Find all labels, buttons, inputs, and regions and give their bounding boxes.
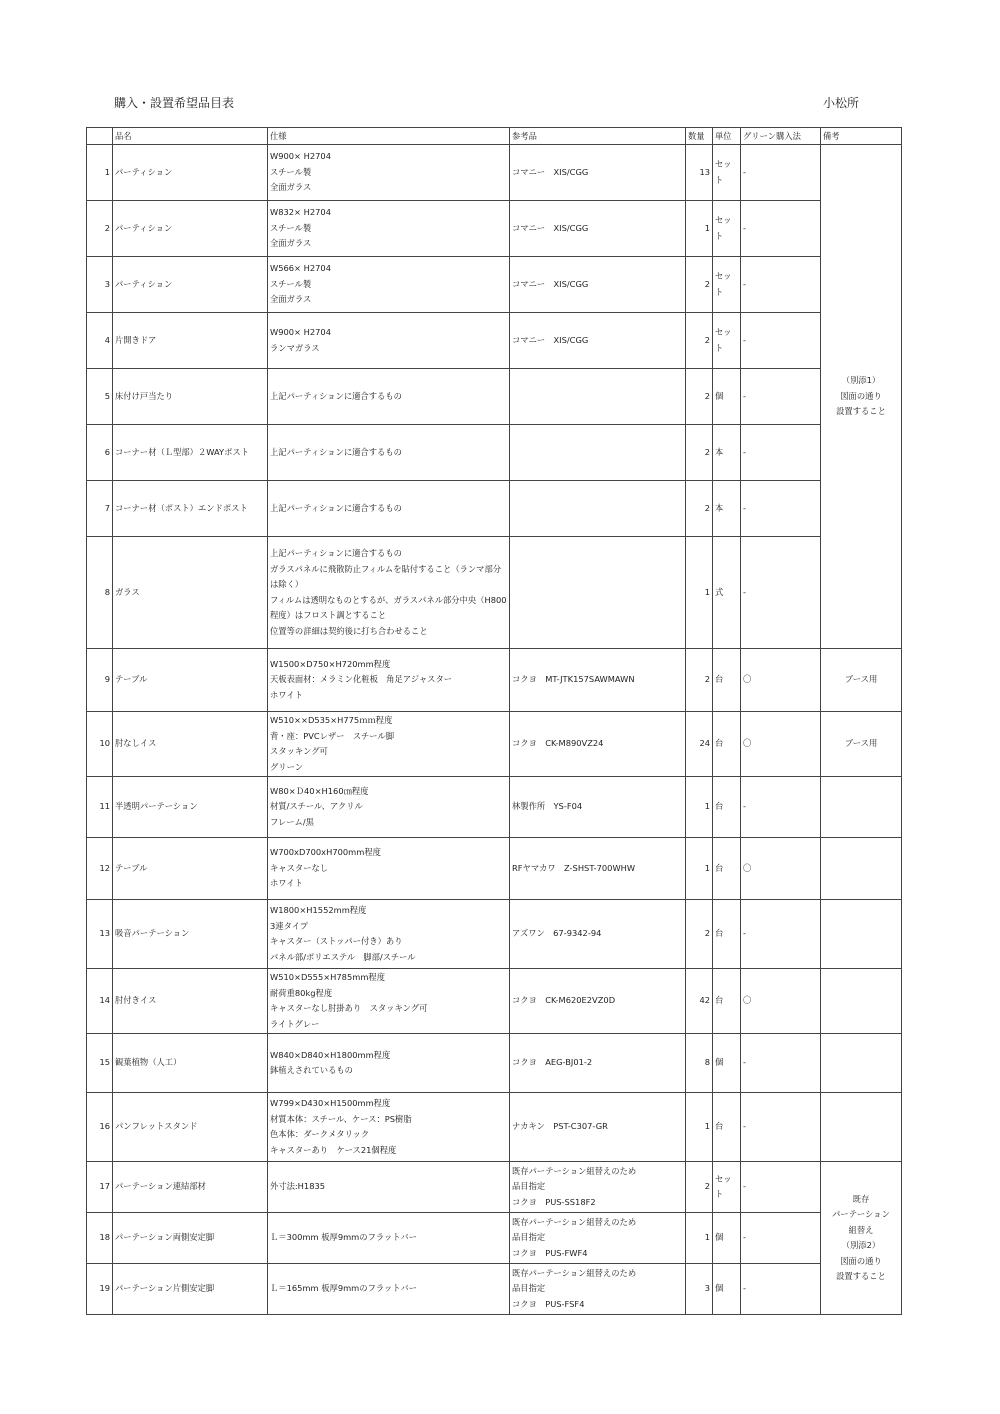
item-name: 観葉植物（人工） xyxy=(113,1034,268,1093)
item-quantity: 24 xyxy=(686,712,713,777)
ref-line: コクヨ MT-JTK157SAWMAWN xyxy=(512,674,635,685)
item-green-purchase: - xyxy=(741,777,821,838)
item-quantity: 2 xyxy=(686,649,713,712)
item-name: 吸音パーテーション xyxy=(113,900,268,969)
remarks-line: 組替え xyxy=(848,1224,874,1235)
item-reference xyxy=(510,1162,686,1213)
remarks-line: パーテーション xyxy=(832,1209,890,1219)
ref-line: コクヨ CK-M890VZ24 xyxy=(512,738,604,749)
item-unit: 式 xyxy=(713,537,741,649)
item-unit: 台 xyxy=(713,969,741,1034)
item-quantity: 42 xyxy=(686,969,713,1034)
table-row xyxy=(87,145,902,201)
ref-line: 品目指定 xyxy=(512,1283,546,1294)
item-quantity: 2 xyxy=(686,369,713,425)
col-header-unit: 単位 xyxy=(713,128,741,145)
item-unit: 個 xyxy=(713,369,741,425)
ref-line: コクヨ PUS-FSF4 xyxy=(512,1298,585,1309)
item-name: 片開きドア xyxy=(113,313,268,369)
spec-line: スチール製 xyxy=(270,278,312,289)
spec-line: W832× H2704 xyxy=(270,207,331,218)
item-number: 10 xyxy=(87,712,113,777)
spec-line: ランマガラス xyxy=(270,342,320,353)
item-reference xyxy=(510,969,686,1034)
col-header-ref: 参考品 xyxy=(510,128,686,145)
item-number: 18 xyxy=(87,1213,113,1264)
item-name: テーブル xyxy=(113,838,268,900)
ref-line: コマニー XIS/CGG xyxy=(512,222,589,233)
item-green-purchase: 〇 xyxy=(741,838,821,900)
item-spec xyxy=(268,1093,510,1162)
item-green-purchase: - xyxy=(741,1162,821,1213)
spec-line: キャスターなし xyxy=(270,862,329,873)
spec-line: 色本体：ダークメタリック xyxy=(270,1129,370,1139)
item-spec xyxy=(268,1213,510,1264)
table-row xyxy=(87,1093,902,1162)
item-green-purchase: - xyxy=(741,1034,821,1093)
spec-line: ホワイト xyxy=(270,689,303,700)
item-reference xyxy=(510,1264,686,1315)
spec-line: フィルムは透明なものとするが、ガラスパネル部分中央（H800程度）はフロスト調とすること xyxy=(270,594,507,620)
item-name: パーテーション片側安定脚 xyxy=(113,1264,268,1315)
item-reference xyxy=(510,481,686,537)
item-reference xyxy=(510,1213,686,1264)
item-spec xyxy=(268,537,510,649)
remarks-line: 図面の通り xyxy=(840,1255,882,1266)
remarks-group-1 xyxy=(821,145,902,649)
item-name: パーテーション連結部材 xyxy=(113,1162,268,1213)
item-reference xyxy=(510,649,686,712)
item-spec xyxy=(268,145,510,201)
table-row xyxy=(87,257,902,313)
spec-line: ライトグレー xyxy=(270,1018,320,1029)
item-green-purchase: - xyxy=(741,1093,821,1162)
item-spec xyxy=(268,369,510,425)
spec-line: 材質本体：スチール、ケース：PS樹脂 xyxy=(270,1113,412,1124)
table-row xyxy=(87,969,902,1034)
spec-line: W510×D555×H785mm程度 xyxy=(270,972,386,982)
item-remarks xyxy=(821,777,902,838)
item-unit: セット xyxy=(713,257,741,313)
item-spec xyxy=(268,900,510,969)
item-remarks xyxy=(821,900,902,969)
item-spec xyxy=(268,712,510,777)
table-row xyxy=(87,649,902,712)
remarks-group-2 xyxy=(821,1162,902,1315)
item-reference xyxy=(510,900,686,969)
table-row xyxy=(87,1162,902,1213)
item-reference xyxy=(510,838,686,900)
spec-line: 3連タイプ xyxy=(270,920,309,931)
ref-line: RFヤマカワ Z-SHST-700WHW xyxy=(512,862,636,873)
spec-line: W80×Ｄ40×H160㎝程度 xyxy=(270,785,369,796)
item-unit: 個 xyxy=(713,1213,741,1264)
item-green-purchase: - xyxy=(741,145,821,201)
item-number: 5 xyxy=(87,369,113,425)
spec-line: W566× H2704 xyxy=(270,263,331,274)
table-row xyxy=(87,900,902,969)
spec-line: 全面ガラス xyxy=(270,294,312,305)
table-row xyxy=(87,481,902,537)
item-green-purchase: - xyxy=(741,425,821,481)
item-unit: セット xyxy=(713,145,741,201)
item-spec xyxy=(268,425,510,481)
item-name: 肘なしイス xyxy=(113,712,268,777)
item-number: 3 xyxy=(87,257,113,313)
items-table xyxy=(86,127,902,1315)
item-spec xyxy=(268,313,510,369)
item-number: 9 xyxy=(87,649,113,712)
item-reference xyxy=(510,537,686,649)
item-number: 8 xyxy=(87,537,113,649)
item-quantity: 13 xyxy=(686,145,713,201)
spec-line: 上記パーティションに適合するもの xyxy=(270,390,402,401)
item-green-purchase: - xyxy=(741,369,821,425)
item-unit: セット xyxy=(713,313,741,369)
item-unit: 台 xyxy=(713,1093,741,1162)
item-reference xyxy=(510,257,686,313)
spec-line: W510××D535×H775ｍｍ程度 xyxy=(270,715,393,725)
ref-line: コマニー XIS/CGG xyxy=(512,334,589,345)
item-green-purchase: - xyxy=(741,257,821,313)
item-unit: セット xyxy=(713,201,741,257)
spec-line: W799×D430×H1500mm程度 xyxy=(270,1098,391,1108)
item-green-purchase: - xyxy=(741,900,821,969)
item-number: 15 xyxy=(87,1034,113,1093)
item-spec xyxy=(268,838,510,900)
spec-line: キャスターなし肘掛あり スタッキング可 xyxy=(270,1003,428,1013)
spec-line: 背・座：PVCレザー スチール脚 xyxy=(270,730,395,741)
spec-line: 上記パーティションに適合するもの xyxy=(270,502,402,513)
item-unit: 本 xyxy=(713,425,741,481)
item-name: パンフレットスタンド xyxy=(113,1093,268,1162)
spec-line: 天板表面材：メラミン化粧板 角足アジャスター xyxy=(270,674,453,685)
item-remarks: ブース用 xyxy=(821,649,902,712)
item-green-purchase: 〇 xyxy=(741,649,821,712)
spec-line: 位置等の詳細は契約後に打ち合わせること xyxy=(270,625,428,636)
item-green-purchase: - xyxy=(741,481,821,537)
ref-line: コクヨ AEG-BJ01-2 xyxy=(512,1057,593,1068)
spec-line: W700xD700xH700mm程度 xyxy=(270,847,381,858)
item-quantity: 1 xyxy=(686,777,713,838)
remarks-line: （別添1） xyxy=(841,375,881,386)
ref-line: ナカキン PST-C307-GR xyxy=(512,1121,608,1132)
remarks-line: 既存 xyxy=(852,1193,870,1204)
ref-line: コマニー XIS/CGG xyxy=(512,278,589,289)
item-unit: 台 xyxy=(713,649,741,712)
ref-line: 既存パーテーション組替えのため xyxy=(512,1216,637,1227)
page-title: 購入・設置希望品目表 xyxy=(114,96,235,110)
spec-line: W1800×H1552mm程度 xyxy=(270,905,367,915)
item-spec xyxy=(268,649,510,712)
item-spec xyxy=(268,777,510,838)
item-reference xyxy=(510,313,686,369)
item-reference xyxy=(510,201,686,257)
item-name: ガラス xyxy=(113,537,268,649)
item-number: 19 xyxy=(87,1264,113,1315)
item-number: 6 xyxy=(87,425,113,481)
item-name: テーブル xyxy=(113,649,268,712)
item-name: 肘付きイス xyxy=(113,969,268,1034)
item-green-purchase: 〇 xyxy=(741,712,821,777)
item-name: コーナー材（ポスト）エンドポスト xyxy=(113,481,268,537)
item-green-purchase: - xyxy=(741,537,821,649)
ref-line: 林製作所 YS-F04 xyxy=(512,801,583,812)
spec-line: キャスター（ストッパー付き）あり xyxy=(270,936,403,946)
remarks-line: 図面の通り xyxy=(840,390,882,401)
item-remarks: ブース用 xyxy=(821,712,902,777)
spec-line: W900× H2704 xyxy=(270,151,331,162)
item-quantity: 2 xyxy=(686,481,713,537)
ref-line: 既存パーテーション組替えのため xyxy=(512,1267,637,1278)
spec-line: 耐荷重80kg程度 xyxy=(270,987,333,998)
item-number: 12 xyxy=(87,838,113,900)
spec-line: 材質/スチール、アクリル xyxy=(270,801,363,812)
item-remarks xyxy=(821,838,902,900)
item-quantity: 1 xyxy=(686,201,713,257)
table-row xyxy=(87,425,902,481)
spec-line: グリーン xyxy=(270,761,304,772)
item-green-purchase: 〇 xyxy=(741,969,821,1034)
table-row xyxy=(87,1264,902,1315)
spec-line: スチール製 xyxy=(270,166,312,177)
item-number: 1 xyxy=(87,145,113,201)
item-name: パーティション xyxy=(113,257,268,313)
ref-line: アズワン 67-9342-94 xyxy=(512,928,602,939)
item-green-purchase: - xyxy=(741,1213,821,1264)
item-remarks xyxy=(821,969,902,1034)
item-quantity: 2 xyxy=(686,1162,713,1213)
item-number: 11 xyxy=(87,777,113,838)
item-spec xyxy=(268,1264,510,1315)
item-spec xyxy=(268,969,510,1034)
item-name: コーナー材（Ｌ型部）２WAYポスト xyxy=(113,425,268,481)
spec-line: W840×D840×H1800mm程度 xyxy=(270,1049,391,1060)
item-reference xyxy=(510,712,686,777)
ref-line: コクヨ CK-M620E2VZ0D xyxy=(512,995,616,1006)
item-quantity: 3 xyxy=(686,1264,713,1315)
item-reference xyxy=(510,777,686,838)
spec-line: 外寸法:H1835 xyxy=(270,1181,326,1192)
item-number: 2 xyxy=(87,201,113,257)
item-unit: 個 xyxy=(713,1034,741,1093)
spec-line: Ｌ＝165mm 板厚9mmのフラットバー xyxy=(270,1283,418,1294)
item-reference xyxy=(510,1093,686,1162)
item-number: 4 xyxy=(87,313,113,369)
item-spec xyxy=(268,1034,510,1093)
item-quantity: 2 xyxy=(686,313,713,369)
item-number: 7 xyxy=(87,481,113,537)
item-name: 床付け戸当たり xyxy=(113,369,268,425)
spec-line: 上記パーティションに適合するもの xyxy=(270,548,402,558)
spec-line: 上記パーティションに適合するもの xyxy=(270,446,402,457)
spec-line: ホワイト xyxy=(270,878,303,889)
table-row xyxy=(87,313,902,369)
item-quantity: 1 xyxy=(686,1093,713,1162)
table-row xyxy=(87,201,902,257)
spec-line: キャスターあり ケース21個程度 xyxy=(270,1144,397,1155)
item-quantity: 2 xyxy=(686,425,713,481)
item-reference xyxy=(510,1034,686,1093)
item-reference xyxy=(510,145,686,201)
item-name: 半透明パーテーション xyxy=(113,777,268,838)
table-row xyxy=(87,1034,902,1093)
item-name: パーテーション両側安定脚 xyxy=(113,1213,268,1264)
ref-line: コマニー XIS/CGG xyxy=(512,166,589,177)
spec-line: フレーム/黒 xyxy=(270,816,314,827)
spec-line: 全面ガラス xyxy=(270,238,312,249)
col-header-green: グリーン購入法 xyxy=(741,128,821,145)
spec-line: パネル部/ポリエステル 脚部/スチール xyxy=(270,951,416,962)
spec-line: スタッキング可 xyxy=(270,746,328,756)
item-quantity: 8 xyxy=(686,1034,713,1093)
ref-line: コクヨ PUS-FWF4 xyxy=(512,1247,588,1258)
spec-line: Ｌ＝300mm 板厚9mmのフラットバー xyxy=(270,1232,418,1243)
table-row xyxy=(87,712,902,777)
item-green-purchase: - xyxy=(741,201,821,257)
item-green-purchase: - xyxy=(741,1264,821,1315)
item-spec xyxy=(268,481,510,537)
item-remarks xyxy=(821,1093,902,1162)
item-remarks xyxy=(821,1034,902,1093)
item-quantity: 1 xyxy=(686,537,713,649)
ref-line: 品目指定 xyxy=(512,1181,546,1192)
col-header-name: 品名 xyxy=(113,128,268,145)
ref-line: 品目指定 xyxy=(512,1232,546,1243)
item-quantity: 2 xyxy=(686,900,713,969)
item-green-purchase: - xyxy=(741,313,821,369)
item-quantity: 1 xyxy=(686,1213,713,1264)
item-number: 14 xyxy=(87,969,113,1034)
item-spec xyxy=(268,257,510,313)
remarks-line: （別添2） xyxy=(841,1240,881,1250)
spec-line: 全面ガラス xyxy=(270,182,312,193)
spec-line: スチール製 xyxy=(270,222,312,233)
item-reference xyxy=(510,425,686,481)
table-row xyxy=(87,537,902,649)
spec-line: 鉢植えされているもの xyxy=(270,1065,353,1075)
item-name: パーティション xyxy=(113,145,268,201)
item-reference xyxy=(510,369,686,425)
item-quantity: 2 xyxy=(686,257,713,313)
col-header-remarks: 備考 xyxy=(821,128,902,145)
item-unit: 台 xyxy=(713,712,741,777)
remarks-line: 設置すること xyxy=(836,406,886,417)
ref-line: コクヨ PUS-SS18F2 xyxy=(512,1196,596,1207)
table-row xyxy=(87,1213,902,1264)
item-spec xyxy=(268,1162,510,1213)
item-unit: セット xyxy=(713,1162,741,1213)
spec-line: W1500×D750×H720mm程度 xyxy=(270,658,391,669)
remarks-line: 設置すること xyxy=(836,1271,886,1281)
item-unit: 台 xyxy=(713,838,741,900)
item-number: 17 xyxy=(87,1162,113,1213)
office-name: 小松所 xyxy=(823,96,860,110)
table-row xyxy=(87,777,902,838)
ref-line: 既存パーテーション組替えのため xyxy=(512,1165,637,1176)
table-row xyxy=(87,369,902,425)
header-row xyxy=(87,128,902,145)
item-unit: 台 xyxy=(713,777,741,838)
table-row xyxy=(87,838,902,900)
item-unit: 個 xyxy=(713,1264,741,1315)
spec-line: ガラスパネルに飛散防止フィルムを貼付すること（ランマ部分は除く） xyxy=(270,563,502,589)
item-name: パーティション xyxy=(113,201,268,257)
item-number: 16 xyxy=(87,1093,113,1162)
col-header-spec: 仕様 xyxy=(268,128,510,145)
item-unit: 台 xyxy=(713,900,741,969)
item-spec xyxy=(268,201,510,257)
col-header-no xyxy=(87,128,113,145)
col-header-qty: 数量 xyxy=(686,128,713,145)
spec-line: W900× H2704 xyxy=(270,327,331,337)
item-quantity: 1 xyxy=(686,838,713,900)
item-number: 13 xyxy=(87,900,113,969)
item-unit: 本 xyxy=(713,481,741,537)
